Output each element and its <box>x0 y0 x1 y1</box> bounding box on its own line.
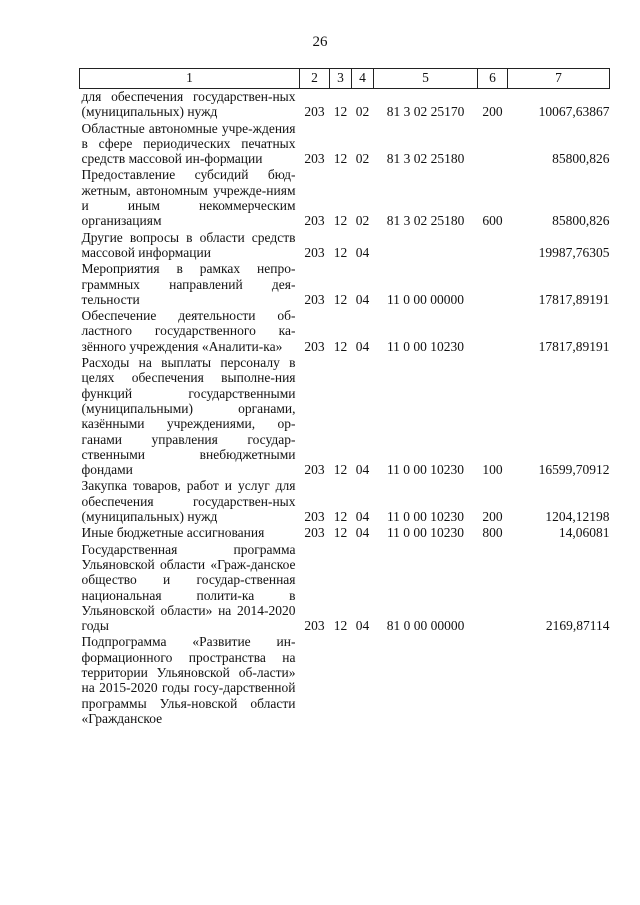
row-amount <box>508 634 610 727</box>
table-body <box>80 89 610 728</box>
row-target-article: 11 0 00 10230 <box>386 338 465 354</box>
row-subsection: 04 <box>355 618 370 634</box>
row-subsection: 04 <box>355 338 370 354</box>
row-section: 12 <box>333 509 348 525</box>
table-row <box>80 525 610 541</box>
row-amount: 19987,76305 <box>538 244 610 260</box>
table-row <box>80 478 610 525</box>
row-subsection <box>352 634 374 727</box>
row-section: 12 <box>333 151 348 167</box>
row-name: Областные автономные учре-ждения в сфере периодических печатных средств массовой ин-формации <box>81 120 296 167</box>
row-section: 12 <box>333 244 348 260</box>
row-subsection: 04 <box>355 244 370 260</box>
row-expense-type: 600 <box>482 213 503 229</box>
row-section: 12 <box>333 104 348 120</box>
row-section: 12 <box>333 462 348 478</box>
row-amount: 17817,89191 <box>538 291 610 307</box>
row-name: Другие вопросы в области средств массовой информации <box>81 229 296 260</box>
budget-table <box>79 68 610 727</box>
row-subsection: 02 <box>355 213 370 229</box>
row-subsection: 04 <box>355 291 370 307</box>
row-admin-code: 203 <box>304 525 325 541</box>
row-expense-type: 800 <box>482 525 503 541</box>
header-col-5: 5 <box>374 69 478 89</box>
row-expense-type: 200 <box>482 104 503 120</box>
page-number: 26 <box>312 34 328 50</box>
row-expense-type <box>478 261 508 308</box>
row-amount: 14,06081 <box>558 525 610 541</box>
header-col-1: 1 <box>80 69 300 89</box>
row-name: Закупка товаров, работ и услуг для обеспечения государствен-ных (муниципальных) нужд <box>81 478 296 525</box>
row-admin-code <box>300 634 330 727</box>
row-target-article <box>374 230 478 262</box>
row-name: Иные бюджетные ассигнования <box>81 525 265 541</box>
header-col-2: 2 <box>300 69 330 89</box>
row-section: 12 <box>333 525 348 541</box>
row-amount: 2169,87114 <box>545 618 610 634</box>
row-expense-type <box>478 230 508 262</box>
row-name: для обеспечения государствен-ных (муниципальных) нужд <box>81 89 296 120</box>
row-admin-code: 203 <box>304 104 325 120</box>
row-amount: 85800,826 <box>552 151 610 167</box>
row-target-article: 81 3 02 25170 <box>386 104 465 120</box>
row-target-article: 81 0 00 00000 <box>386 618 465 634</box>
row-expense-type <box>478 634 508 727</box>
row-admin-code: 203 <box>304 151 325 167</box>
row-target-article: 81 3 02 25180 <box>386 151 465 167</box>
table-row <box>80 167 610 229</box>
row-subsection: 02 <box>355 104 370 120</box>
row-expense-type <box>478 121 508 168</box>
table-row <box>80 355 610 478</box>
row-expense-type <box>478 308 508 355</box>
row-section: 12 <box>333 291 348 307</box>
row-admin-code: 203 <box>304 213 325 229</box>
row-name: Подпрограмма «Развитие ин-формационного пространства на территории Ульяновской об-ласти» на 2015-2020 годы госу-дарственной программы Улья-новской области «Гражданское <box>81 634 296 726</box>
table-row <box>80 121 610 168</box>
row-target-article: 11 0 00 10230 <box>386 462 465 478</box>
row-subsection: 04 <box>355 509 370 525</box>
header-col-3: 3 <box>330 69 352 89</box>
table-header <box>80 69 610 89</box>
row-target-article <box>374 634 478 727</box>
row-name: Предоставление субсидий бюд-жетным, автономным учрежде-ниям и иным некоммерческим организациям <box>81 167 296 229</box>
table-row <box>80 634 610 727</box>
row-section: 12 <box>333 618 348 634</box>
row-admin-code: 203 <box>304 338 325 354</box>
row-admin-code: 203 <box>304 509 325 525</box>
row-target-article: 81 3 02 25180 <box>386 213 465 229</box>
row-subsection: 04 <box>355 525 370 541</box>
row-amount: 17817,89191 <box>538 338 610 354</box>
row-amount: 1204,12198 <box>545 509 610 525</box>
table-row <box>80 308 610 355</box>
row-section <box>330 634 352 727</box>
row-target-article: 11 0 00 00000 <box>386 291 465 307</box>
row-section: 12 <box>333 213 348 229</box>
row-target-article: 11 0 00 10230 <box>386 525 465 541</box>
table-row <box>80 89 610 121</box>
row-subsection: 04 <box>355 462 370 478</box>
table-row <box>80 261 610 308</box>
header-col-4: 4 <box>352 69 374 89</box>
row-admin-code: 203 <box>304 462 325 478</box>
row-expense-type: 100 <box>482 462 503 478</box>
row-expense-type: 200 <box>482 509 503 525</box>
table-row <box>80 230 610 262</box>
header-col-6: 6 <box>478 69 508 89</box>
row-amount: 16599,70912 <box>538 462 610 478</box>
header-col-7: 7 <box>508 69 610 89</box>
row-target-article: 11 0 00 10230 <box>386 509 465 525</box>
row-name: Расходы на выплаты персоналу в целях обеспечения выполне-ния функций государственными (муниципальными) органами, казёнными учреждениями, ор-ганами управления государ-ственными внебюджетными фондами <box>81 355 296 478</box>
row-section: 12 <box>333 338 348 354</box>
row-subsection: 02 <box>355 151 370 167</box>
row-amount: 85800,826 <box>552 213 610 229</box>
row-name: Государственная программа Ульяновской области «Граж-данское общество и государ-ственная национальная полити-ка в Ульяновской области» на 2014-2020 годы <box>81 541 296 634</box>
row-expense-type <box>478 542 508 635</box>
row-admin-code: 203 <box>304 244 325 260</box>
row-amount: 10067,63867 <box>538 104 610 120</box>
row-name: Обеспечение деятельности об-ластного государственного ка-зённого учреждения «Аналити-ка» <box>81 308 296 354</box>
row-admin-code: 203 <box>304 291 325 307</box>
row-name: Мероприятия в рамках непро-граммных направлений дея-тельности <box>81 261 296 307</box>
table-row <box>80 542 610 635</box>
row-admin-code: 203 <box>304 618 325 634</box>
